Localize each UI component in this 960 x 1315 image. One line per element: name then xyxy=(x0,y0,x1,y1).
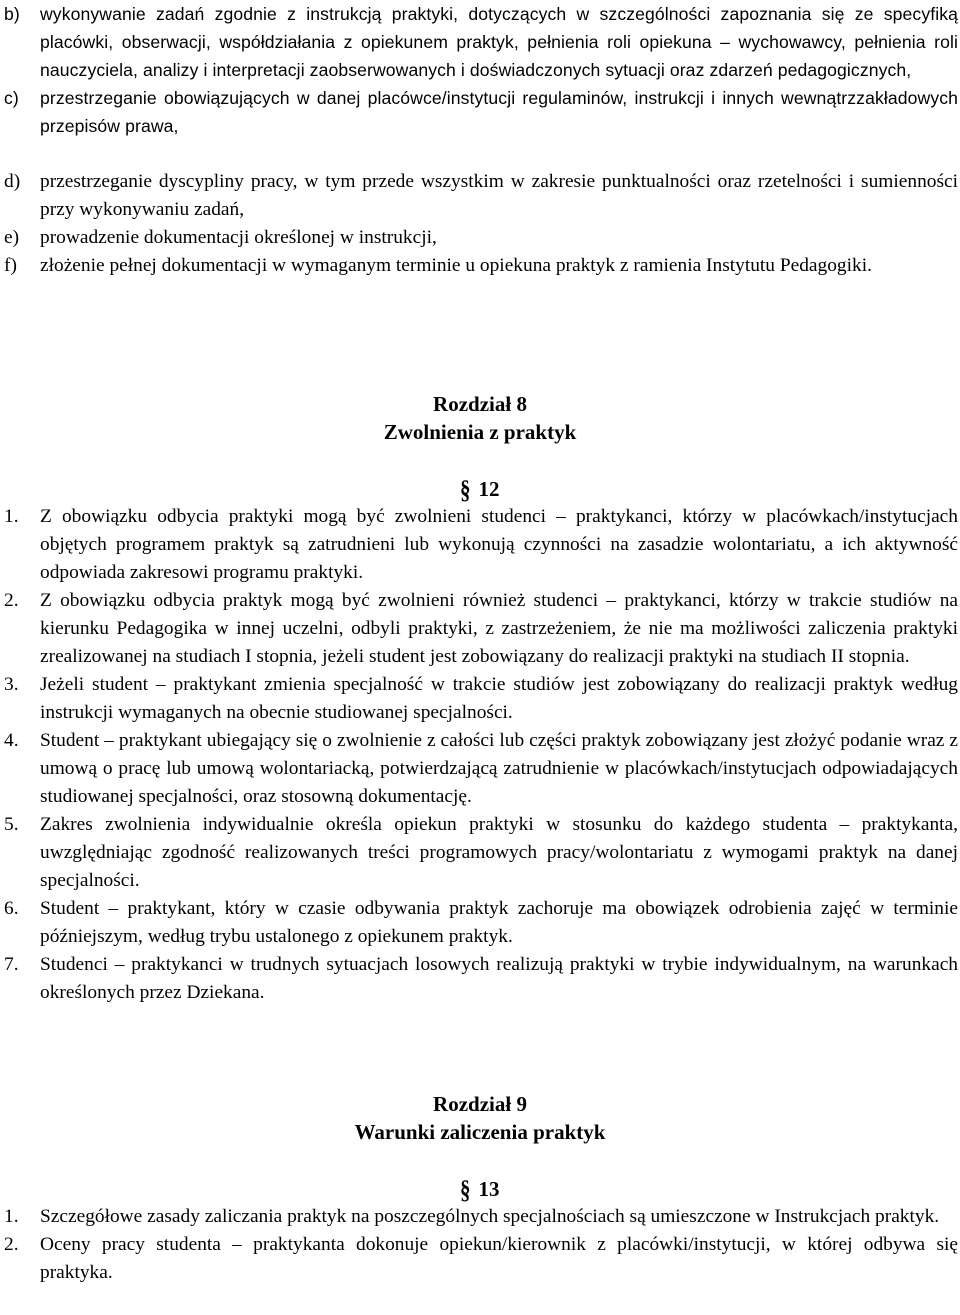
list-marker: 7. xyxy=(4,954,19,975)
list-item xyxy=(4,224,958,252)
list-item-text: Oceny pracy studenta – praktykanta dokonuje opiekun/kierownik z placówki/instytucji, w której odbywa się praktyka. xyxy=(40,1234,958,1283)
list-item-text: Szczegółowe zasady zaliczania praktyk na poszczególnych specjalnościach są umieszczone w Instrukcjach praktyk. xyxy=(40,1206,940,1227)
chapter-title: Zwolnienia z praktyk xyxy=(383,420,577,444)
list-item xyxy=(4,951,958,1007)
list-item xyxy=(4,587,958,671)
chapter-title: Warunki zaliczenia praktyk xyxy=(354,1120,606,1144)
list-item-text: Student – praktykant ubiegający się o zwolnienie z całości lub części praktyk zobowiązany jest złożyć podanie wraz z umową o pracę lub umową wolontariacką, potwierdzającą zatrudnienie w placówkach/instytucjach odpowiadających studiowanej specjalności, oraz stosowną dokumentację. xyxy=(40,730,958,807)
list-marker: b) xyxy=(4,4,20,24)
list-marker: 5. xyxy=(4,814,19,835)
list-marker: 2. xyxy=(4,590,19,611)
list-item xyxy=(4,252,958,280)
list-item-text: przestrzeganie dyscypliny pracy, w tym przede wszystkim w zakresie punktualności oraz rzetelności i sumienności przy wykonywaniu zadań, xyxy=(40,171,958,220)
chapter-label: Rozdział 8 xyxy=(433,392,527,416)
list-item xyxy=(4,1203,958,1231)
list-marker: 3. xyxy=(4,674,19,695)
section-sign: § xyxy=(460,1174,471,1204)
list-item xyxy=(4,0,958,84)
list-item xyxy=(4,84,958,140)
section-heading xyxy=(460,1176,500,1202)
list-item xyxy=(4,811,958,895)
list-marker: c) xyxy=(4,88,19,108)
list-item-text: złożenie pełnej dokumentacji w wymaganym terminie u opiekuna praktyk z ramienia Instytutu Pedagogiki. xyxy=(40,255,872,276)
list-marker: 1. xyxy=(4,1206,19,1227)
list-marker: 4. xyxy=(4,730,19,751)
list-item-text: Jeżeli student – praktykant zmienia specjalność w trakcie studiów jest zobowiązany do realizacji praktyk według instrukcji wymaganych na obecnie studiowanej specjalności. xyxy=(40,674,958,723)
list-item xyxy=(4,503,958,587)
chapter-label: Rozdział 9 xyxy=(433,1092,527,1116)
obligations-list xyxy=(4,0,958,140)
list-marker: e) xyxy=(4,227,20,248)
list-item-text: wykonywanie zadań zgodnie z instrukcją praktyki, dotyczących w szczególności zapoznania się ze specyfiką placówki, obserwacji, współdziałania z opiekunem praktyk, pełnienia roli opiekuna – wychowawcy, pełnienia roli nauczyciela, analizy i interpretacji zaobserwowanych i doświadczonych sytuacji oraz zdarzeń pedagogicznych, xyxy=(40,4,958,80)
list-marker: 1. xyxy=(4,506,19,527)
list-marker: 2. xyxy=(4,1234,19,1255)
list-item xyxy=(4,1231,958,1287)
list-marker: d) xyxy=(4,171,21,192)
list-marker: f) xyxy=(4,255,17,276)
completion-conditions-list xyxy=(4,1203,958,1287)
list-marker: 6. xyxy=(4,898,19,919)
obligations-list-continued xyxy=(4,168,958,280)
section-number: 12 xyxy=(478,477,500,501)
list-item xyxy=(4,895,958,951)
list-item xyxy=(4,671,958,727)
exemptions-list xyxy=(4,503,958,1007)
section-number: 13 xyxy=(478,1177,500,1201)
list-item-text: Z obowiązku odbycia praktyk mogą być zwolnieni również studenci – praktykanci, którzy w trakcie studiów na kierunku Pedagogika w innej uczelni, odbyli praktyki, z zastrzeżeniem, że nie ma możliwości zaliczenia praktyki zrealizowanej na studiach I stopnia, jeżeli student jest zobowiązany do realizacji praktyki na studiach II stopnia. xyxy=(40,590,958,667)
list-item xyxy=(4,727,958,811)
list-item-text: Studenci – praktykanci w trudnych sytuacjach losowych realizują praktyki w trybie indywidualnym, na warunkach określonych przez Dziekana. xyxy=(40,954,958,1003)
list-item-text: Z obowiązku odbycia praktyki mogą być zwolnieni studenci – praktykanci, którzy w placówkach/instytucjach objętych programem praktyk są zatrudnieni lub wykonują czynności na zasadzie wolontariatu, a ich aktywność odpowiada zakresowi programu praktyki. xyxy=(40,506,958,583)
list-item-text: Zakres zwolnienia indywidualnie określa opiekun praktyki w stosunku do każdego studenta – praktykanta, uwzględniając zgodność realizowanych treści programowych pracy/wolontariatu z wymogami praktyk na danej specjalności. xyxy=(40,814,958,891)
list-item-text: Student – praktykant, który w czasie odbywania praktyk zachoruje ma obowiązek odrobienia zajęć w terminie późniejszym, według trybu ustalonego z opiekunem praktyk. xyxy=(40,898,958,947)
section-sign: § xyxy=(460,474,471,504)
list-item xyxy=(4,168,958,224)
list-item-text: przestrzeganie obowiązujących w danej placówce/instytucji regulaminów, instrukcji i innych wewnątrzzakładowych przepisów prawa, xyxy=(40,88,958,136)
section-heading xyxy=(460,476,500,502)
list-item-text: prowadzenie dokumentacji określonej w instrukcji, xyxy=(40,227,437,248)
